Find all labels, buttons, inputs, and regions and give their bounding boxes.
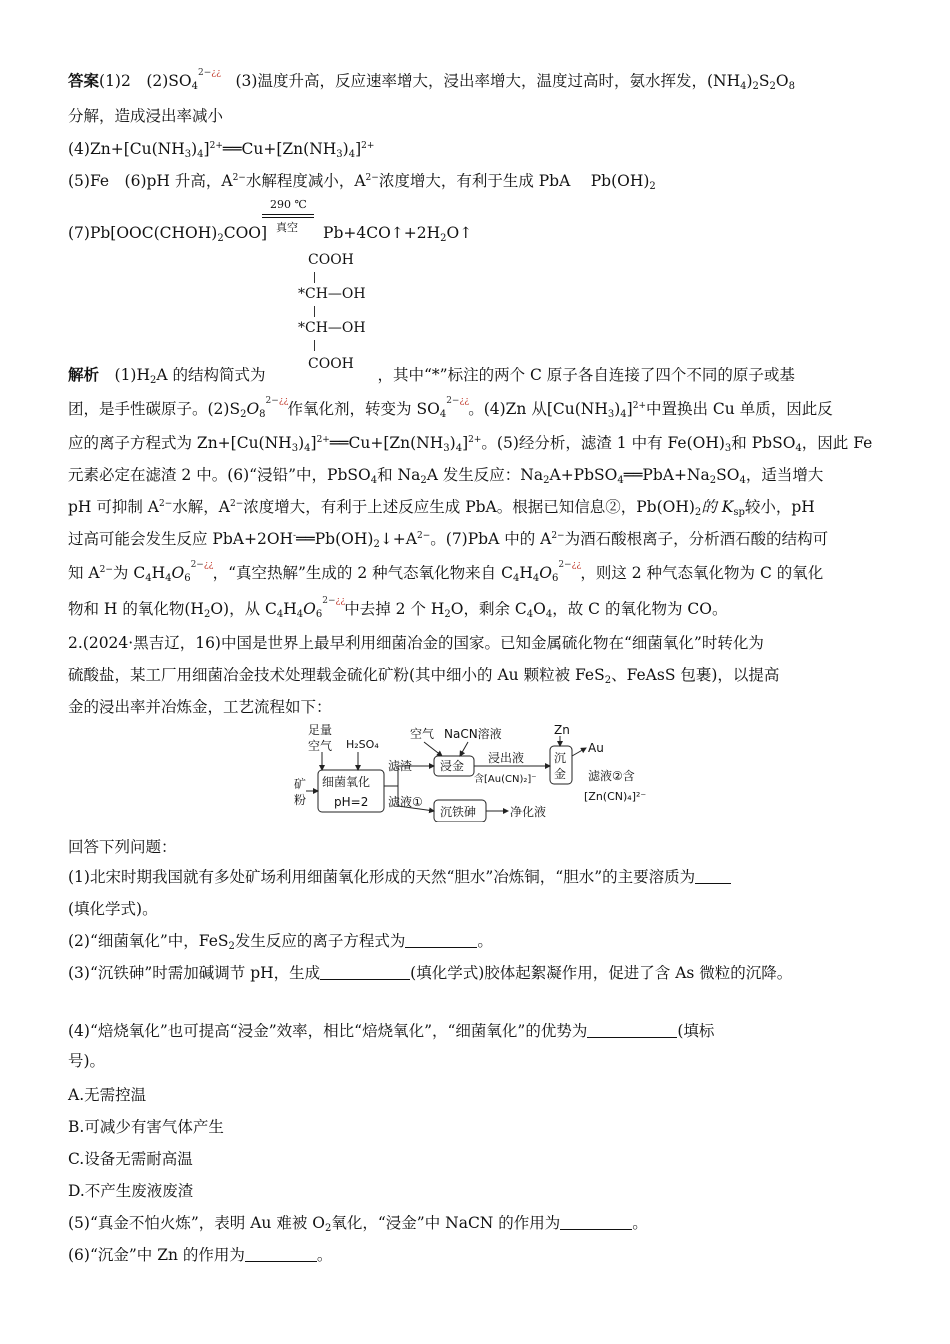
answer-line-4: (5)Fe (6)pH 升高，$A^{2-}$水解程度减小，$A^{2-}$浓度增大，有利于生成 PbA $Pb(OH)_2$ — [68, 172, 656, 192]
flow-leach: 浸金 — [440, 759, 465, 773]
flow-bio-2: pH=2 — [334, 795, 369, 809]
option-b: B.可减少有害气体产生 — [68, 1118, 224, 1136]
answer-blank-1[interactable] — [695, 868, 731, 884]
flow-clean: 净化液 — [510, 805, 547, 819]
equilibrium-bar-top — [262, 214, 314, 215]
q2-line-3: 金的浸出率并冶炼金，工艺流程如下： — [68, 698, 332, 716]
flow-air-1: 足量 — [308, 723, 333, 737]
flow-fe-as: 沉铁砷 — [440, 805, 477, 819]
flow-au: Au — [588, 741, 604, 755]
flow-nacn: NaCN溶液 — [444, 727, 502, 741]
q2-part-6: (6)“沉金”中 Zn 的作用为 。 — [68, 1246, 333, 1264]
option-c: C.设备无需耐高温 — [68, 1150, 193, 1168]
answer-line-1: 答案(1)2 $(2)SO_4$ 2−¿¿ (3)温度升高，反应速率增大，浸出率增大，温度过高时，氨水挥发，$(NH_4)_2S_2O_8$ — [68, 68, 795, 92]
answer-label: 答案 — [68, 71, 100, 90]
analysis-line-1: 解析 $(1)H_2A$ 的结构简式为 ，其中“*”标注的两个 C 原子各自连接了四个不同的原子或基 — [68, 365, 795, 386]
condition-temperature: 290 ℃ — [270, 198, 307, 211]
option-d: D.不产生废液废渣 — [68, 1182, 194, 1200]
condition-vacuum: 真空 — [276, 221, 298, 234]
analysis-line-8: 物和 H 的氧化物$(H_2O)$，从 $C_4H_4O_6$ 2−¿¿ 中去掉 2 个 $H_2O$，剩余 $C_4O_4$，故 C 的氧化物为 CO。 — [68, 596, 728, 620]
flow-sink-1: 沉 — [554, 751, 567, 765]
flow-air-3: 空气 — [410, 727, 435, 741]
q2-part-1-cont: (填化学式)。 — [68, 900, 158, 918]
flow-contain: 含[Au(CN)₂]⁻ — [474, 774, 537, 785]
analysis-line-3: 应的离子方程式为 $Zn+[Cu(NH_3)_4]^{2+}══Cu+[Zn(NH_3)_4]^{2+}$。(5)经分析，滤渣 1 中有 $Fe(OH)_3$和 PbSO$_4$，因此 Fe — [68, 434, 873, 454]
answer-line-3: $(4)Zn+[Cu(NH_3)_4]^{2+}══Cu+[Zn(NH_3)_4]^{2+}$ — [68, 140, 375, 160]
answer-blank-4[interactable] — [587, 1022, 677, 1038]
structure-cooh-bottom: COOH — [308, 356, 354, 372]
bond-1 — [314, 272, 315, 283]
q2-part-2: (2)“细菌氧化”中，FeS$_2$发生反应的离子方程式为 。 — [68, 932, 493, 952]
flow-zncn: [Zn(CN)₄]²⁻ — [584, 790, 647, 803]
answer-blank-6[interactable] — [245, 1246, 317, 1262]
flow-zn: Zn — [554, 723, 570, 737]
structure-cooh-top: COOH — [308, 252, 354, 268]
q2-part-5: (5)“真金不怕火炼”，表明 Au 难被 $O_2$氧化，“浸金”中 NaCN 的作用为 。 — [68, 1214, 648, 1234]
flow-air-2: 空气 — [308, 739, 333, 753]
answer-line-2: 分解，造成浸出率减小 — [68, 107, 224, 125]
answer-line-7: $(7)Pb[OOC(CHOH)_2COO]$ $Pb+4CO↑+2H_2O↑$ — [68, 224, 473, 244]
analysis-line-7: 知 $A^{2-}$为 $C_4H_4O_6$ 2−¿¿ ，“真空热解”生成的 2 种气态氧化物来自 $C_4H_4O_6$ 2−¿¿ ，则这 2 种气态氧化物为 C 的氧化 — [68, 560, 824, 584]
flow-ore-1: 矿 — [294, 777, 307, 791]
flow-leachate: 浸出液 — [488, 751, 525, 765]
q2-part-3: (3)“沉铁砷”时需加碱调节 pH，生成 (填化学式)胶体起絮凝作用，促进了含 As 微粒的沉降。 — [68, 964, 793, 982]
q2-part-4-cont: 号)。 — [68, 1052, 106, 1070]
answer-blank-3[interactable] — [320, 964, 410, 980]
flow-h2so4: H₂SO₄ — [346, 738, 379, 751]
flow-bio-1: 细菌氧化 — [322, 775, 371, 789]
q2-part-4: (4)“焙烧氧化”也可提高“浸金”效率，相比“焙烧氧化”，“细菌氧化”的优势为 (填标 — [68, 1022, 715, 1040]
structure-choh-2: *CH—OH — [298, 320, 366, 336]
flow-sink-2: 金 — [554, 767, 567, 781]
flow-filtrate-2: 滤液②含 — [588, 769, 635, 783]
bond-2 — [314, 306, 315, 317]
flow-residue: 滤渣 — [388, 759, 413, 773]
analysis-line-2: 团，是手性碳原子。$(2)S_2O_8$ 2−¿¿ 作氧化剂，转变为 $SO_4$ 2−¿¿ 。(4)Zn 从$[Cu(NH_3)_4]^{2+}$中置换出 Cu 单质，因此反 — [68, 396, 833, 420]
flow-ore-2: 粉 — [294, 793, 307, 807]
analysis-line-6: 过高可能会发生反应 $PbA+2OH^-══Pb(OH)_2↓+A^{2-}$。(7)PbA 中的 $A^{2-}$为酒石酸根离子，分析酒石酸的结构可 — [68, 530, 829, 550]
tartaric-acid-structure — [292, 252, 402, 382]
bond-3 — [314, 340, 315, 351]
analysis-label: 解析 — [68, 365, 100, 384]
equilibrium-bar-bottom — [262, 217, 314, 218]
q2-line-2: 硫酸盐，某工厂用细菌冶金技术处理载金硫化矿粉(其中细小的 Au 颗粒被 FeS$_2$、FeAsS 包裹)，以提高 — [68, 666, 780, 686]
analysis-line-4: 元素必定在滤渣 2 中。(6)“浸铅”中，PbSO$_4$和 $Na_2A$ 发生反应：$Na_2A+PbSO_4══PbA+Na_2SO_4$，适当增大 — [68, 466, 824, 486]
analysis-line-5: pH 可抑制 $A^{2-}$水解，$A^{2-}$浓度增大，有利于上述反应生成 PbA。根据已知信息②，$Pb(OH)_2$的 $K_{sp}$较小，pH — [68, 498, 815, 518]
answer-blank-2[interactable] — [405, 932, 477, 948]
structure-choh-1: *CH—OH — [298, 286, 366, 302]
process-flowchart — [292, 722, 662, 822]
option-a: A.无需控温 — [68, 1086, 147, 1104]
flow-filtrate-1: 滤液① — [388, 795, 423, 809]
q2-intro: 回答下列问题： — [68, 838, 177, 856]
q2-part-1: (1)北宋时期我国就有多处矿场利用细菌氧化形成的天然“胆水”冶炼铜，“胆水”的主要溶质为 — [68, 866, 731, 888]
q2-line-1: 2.(2024·黑吉辽，16)中国是世界上最早利用细菌冶金的国家。已知金属硫化物在“细菌氧化”时转化为 — [68, 634, 764, 652]
answer-blank-5[interactable] — [560, 1214, 632, 1230]
